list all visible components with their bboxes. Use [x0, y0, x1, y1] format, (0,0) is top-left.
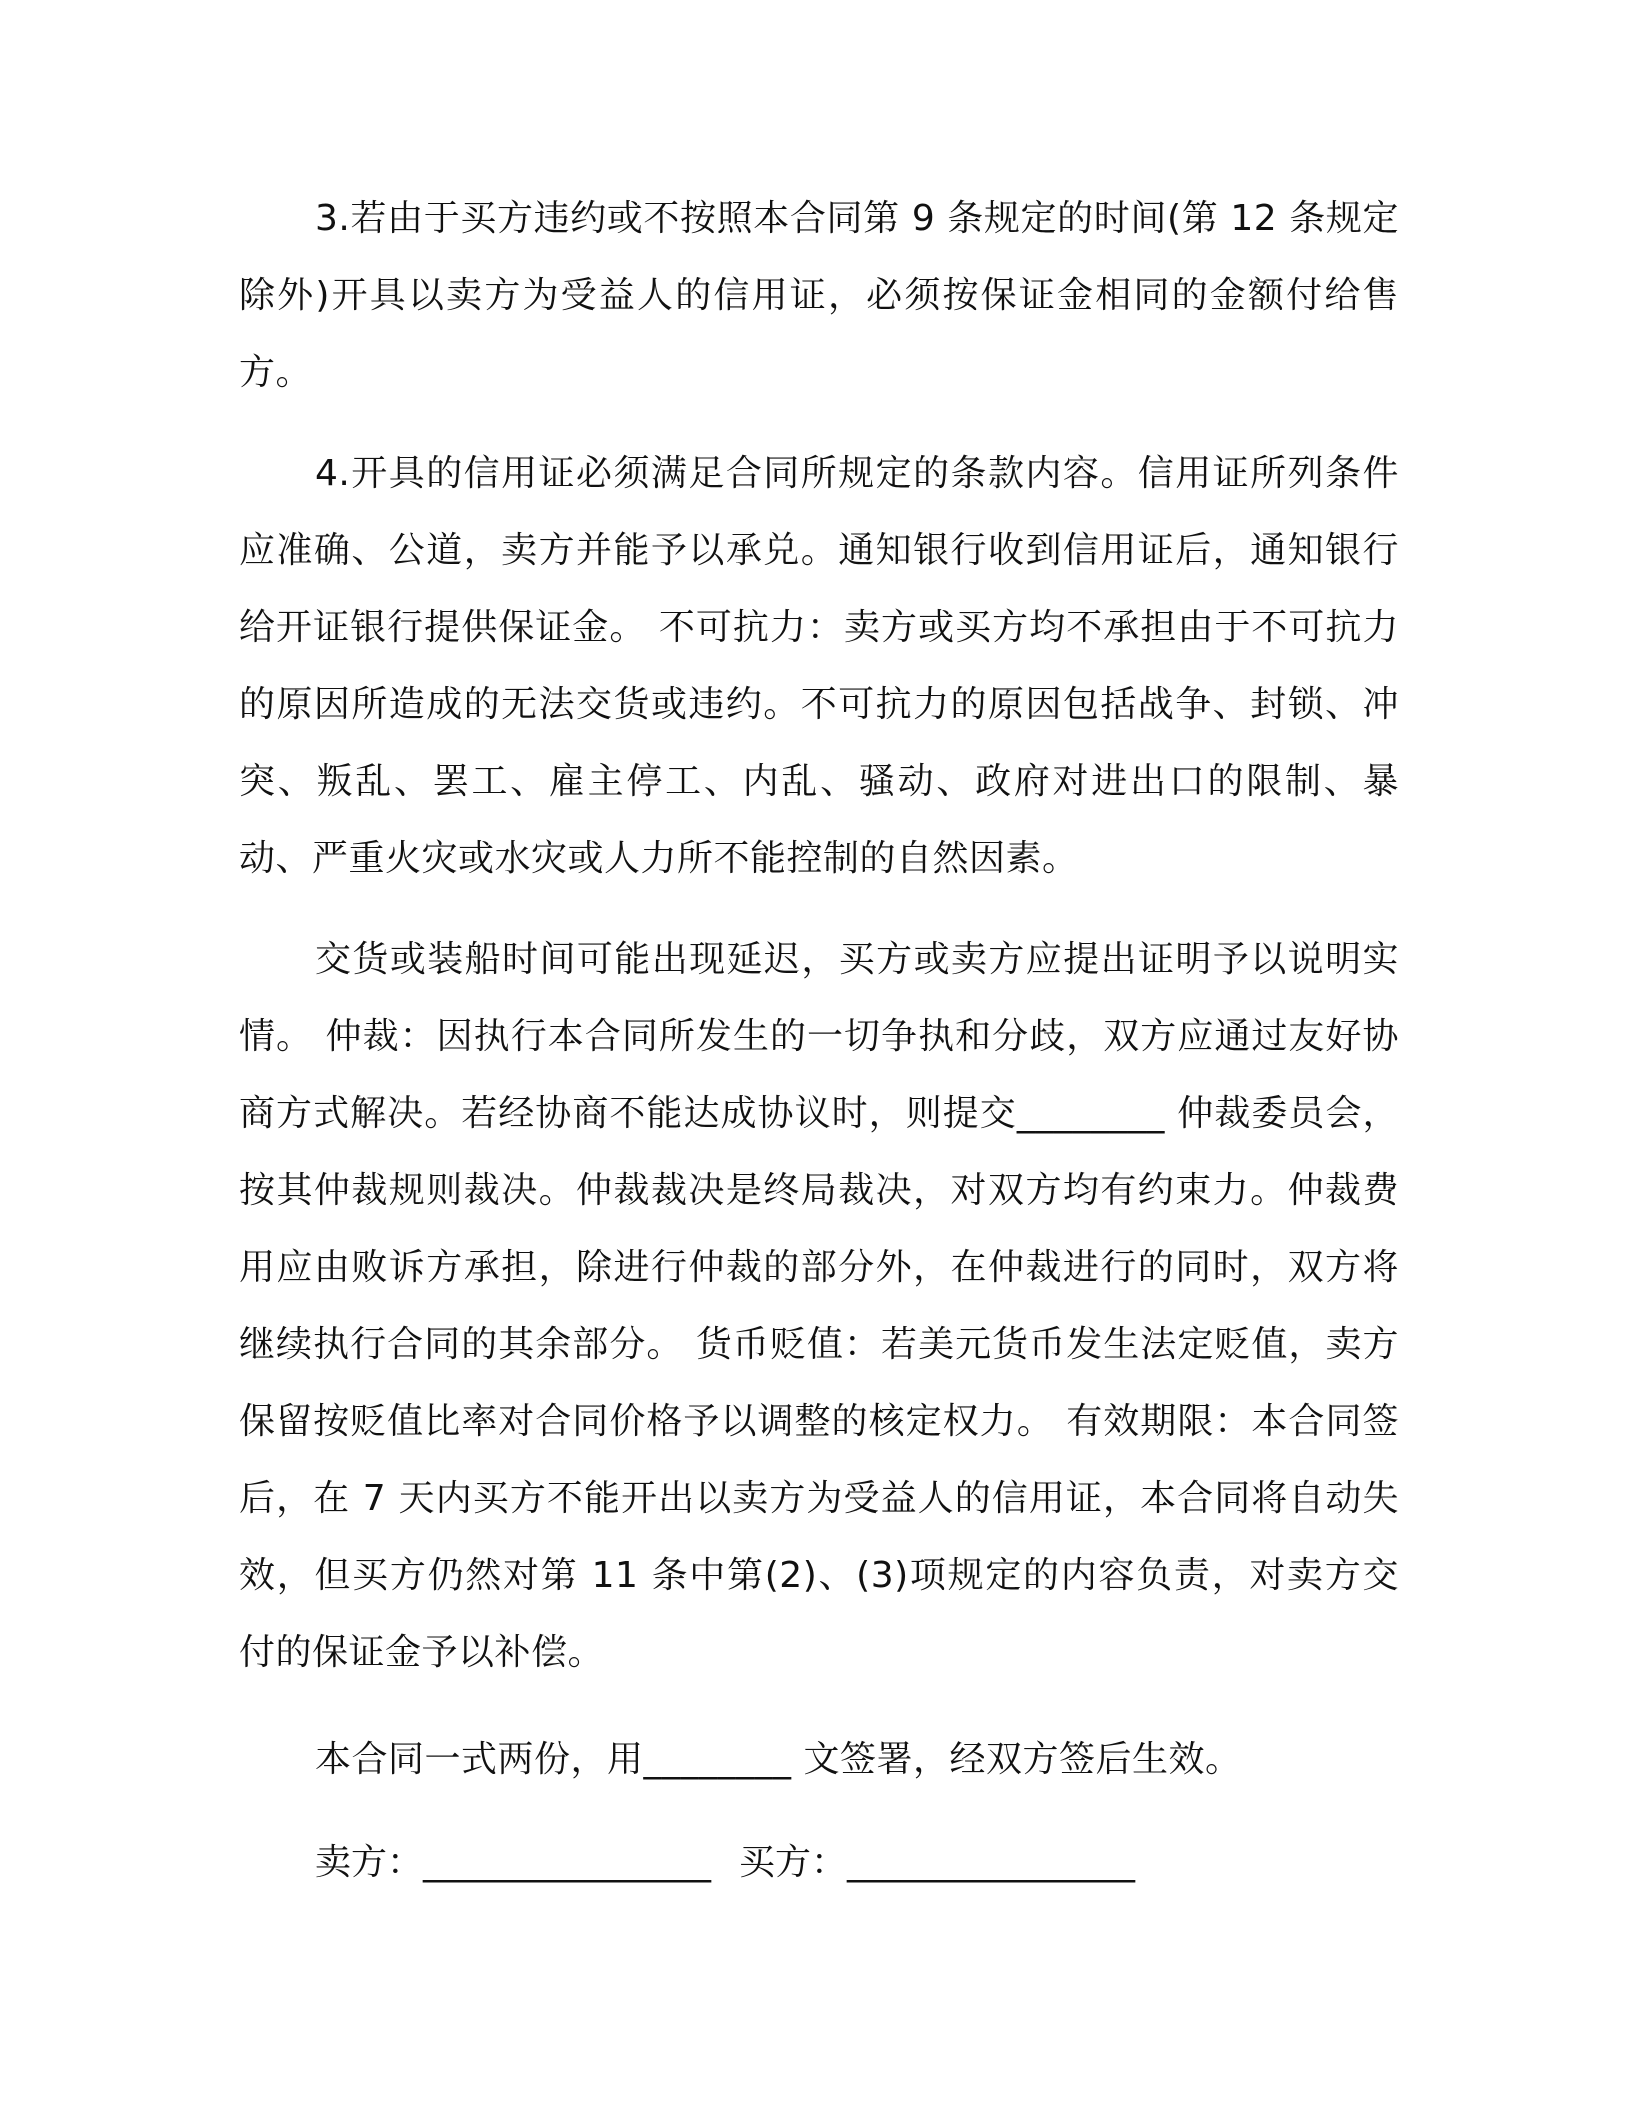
arbitration-validity-paragraph: 交货或装船时间可能出现延迟，买方或卖方应提出证明予以说明实情。 仲裁：因执行本合同所发生的一切争执和分歧，双方应通过友好协商方式解决。若经协商不能达成协议时，则提交________ 仲裁委员会，按其仲裁规则裁决。仲裁裁决是终局裁决，对双方均有约束力。仲裁费用应由败诉方承担，除进行仲裁的部分外，在仲裁进行的同时，双方将继续执行合同的其余部分。 货币贬值：若美元货币发生法定贬值，卖方保留按贬值比率对合同价格予以调整的核定权力。 有效期限：本合同签后，在 7 天内买方不能开出以卖方为受益人的信用证，本合同将自动失效，但买方仍然对第 11 条中第(2)、(3)项规定的内容负责，对卖方交付的保证金予以补偿。 [239, 939, 1399, 1673]
signature-line [239, 1824, 1399, 1901]
copies-language-paragraph: 本合同一式两份，用________ 文签署，经双方签后生效。 [315, 1739, 1242, 1780]
clause-3-paragraph: 3.若由于买方违约或不按照本合同第 9 条规定的时间(第 12 条规定除外)开具以卖方为受益人的信用证，必须按保证金相同的金额付给售方。 [239, 198, 1399, 393]
document-page [239, 180, 1399, 1901]
seller-signature-field: 卖方：________________ [315, 1842, 712, 1883]
clause-4-force-majeure-paragraph: 4.开具的信用证必须满足合同所规定的条款内容。信用证所列条件应准确、公道，卖方并能予以承兑。通知银行收到信用证后，通知银行给开证银行提供保证金。 不可抗力：卖方或买方均不承担由于不可抗力的原因所造成的无法交货或违约。不可抗力的原因包括战争、封锁、冲突、叛乱、罢工、雇主停工、内乱、骚动、政府对进出口的限制、暴动、严重火灾或水灾或人力所不能控制的自然因素。 [239, 453, 1399, 879]
buyer-signature-field: 买方：________________ [739, 1842, 1136, 1883]
